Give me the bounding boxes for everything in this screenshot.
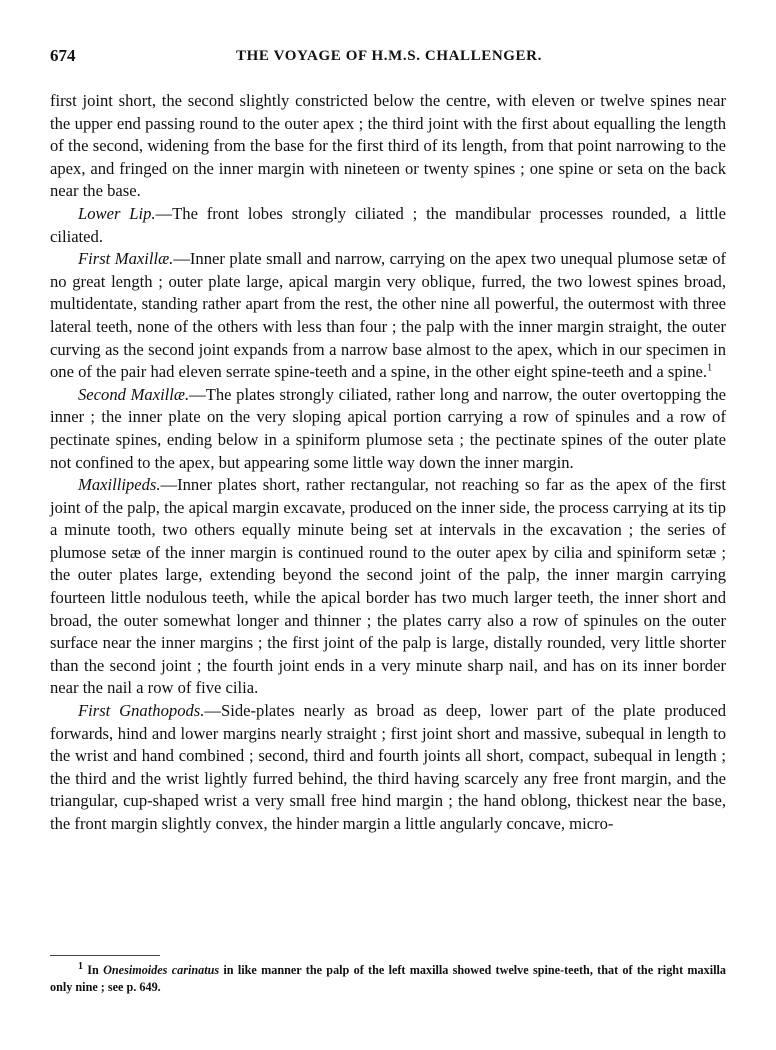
- page-header: [50, 44, 728, 68]
- section-heading-first-gnathopods: First Gnathopods.: [78, 701, 205, 721]
- paragraph-text: —The plates strongly ciliated, rather long and narrow, the outer overtopping the inner ; the inner plate on the very sloping apical portion carrying a row of spinules and a row of pectinate spines, ending below in a spiniform plumose seta ; the pectinate spines of the outer plate not confined to the apex, but appearing some little way down the inner margin.: [50, 384, 726, 472]
- page-number: 674: [50, 46, 76, 65]
- section-heading-second-maxillae: Second Maxillæ.: [78, 384, 190, 404]
- paragraph-text: —The front lobes strongly ciliated ; the mandibular processes rounded, a little ciliated.: [50, 203, 726, 246]
- footnote-reference: 1: [707, 362, 713, 374]
- running-title: THE VOYAGE OF H.M.S. CHALLENGER.: [236, 48, 542, 64]
- section-heading-lower-lip: Lower Lip.: [78, 203, 156, 223]
- footnote: [50, 962, 726, 995]
- paragraph-text: —Inner plate small and narrow, carrying on the apex two unequal plumose setæ of no great length ; outer plate large, apical margin very oblique, furred, the two lowest spines broad, multidentate, standing rather apart from the rest, the other nine all powerful, the outermost with three lateral teeth, none of the others with less than four ; the palp with the inner margin straight, the outer curving as the second joint expands from a narrow base almost to the apex, which in our specimen in one of the pair had eleven serrate spine-teeth and a spine, in the other eight spine-teeth and a spine.: [50, 249, 727, 382]
- section-heading-first-maxillae: First Maxillæ.: [78, 249, 174, 269]
- paragraph-second-maxillae: [50, 384, 726, 474]
- paragraph-text: —Side-plates nearly as broad as deep, lower part of the plate produced forwards, hind and lower margins nearly straight ; first joint short and massive, subequal in length to the wrist and hand combined ; second, third and fourth joints all short, compact, subequal in length ; the third and the wrist lightly furred behind, the third having scarcely any free front margin, and the triangular, cup-shaped wrist a very small free hind margin ; the hand oblong, thickest near the base, the front margin slightly convex, the hinder margin a little angularly concave, micro-: [50, 701, 727, 833]
- paragraph-text: first joint short, the second slightly constricted below the centre, with eleven or twelve spines near the upper end passing round to the outer apex ; the third joint with the first about equalling the length of the second, widening from the base for the first third of its length, from that point narrowing to the apex, and fringed on the inner margin with nineteen or twenty spines ; one spine or seta on the back near the base.: [50, 91, 726, 201]
- paragraph-first-gnathopods: [50, 700, 726, 836]
- footnote-species-name: Onesimoides carinatus: [103, 963, 220, 977]
- paragraph-maxillipeds: [50, 474, 726, 700]
- paragraph-lower-lip: [50, 203, 726, 248]
- footnote-lead: In: [83, 963, 104, 977]
- paragraph-text: —Inner plates short, rather rectangular, not reaching so far as the apex of the first joint of the palp, the apical margin excavate, produced on the inner side, the process carrying at its tip a minute tooth, two others equally minute being set at intervals in the excavation ; the series of plumose setæ of the inner margin is continued round to the outer apex by cilia and spiniform setæ ; the outer plates large, extending beyond the second joint of the palp, the inner margin carrying fourteen little nodulous teeth, while the apical border has two much larger teeth, the inner short and broad, the outer somewhat longer and thinner ; the plates carry also a row of spinules on the outer surface near the inner margins ; the first joint of the palp is large, distally rounded, very little shorter than the second joint ; the fourth joint ends in a very minute sharp nail, and has on its inner border near the nail a row of five cilia.: [50, 475, 726, 698]
- footnote-text: in like manner the palp of the left maxilla showed twelve spine-teeth, that of the right maxilla only nine ; see p. 649.: [50, 963, 726, 994]
- footnote-divider: [50, 955, 160, 956]
- section-heading-maxillipeds: Maxillipeds.: [78, 475, 161, 495]
- paragraph-first-maxillae: [50, 248, 726, 384]
- body-text: [50, 90, 726, 836]
- paragraph-continuation: [50, 90, 726, 203]
- footnote-marker: 1: [78, 960, 83, 972]
